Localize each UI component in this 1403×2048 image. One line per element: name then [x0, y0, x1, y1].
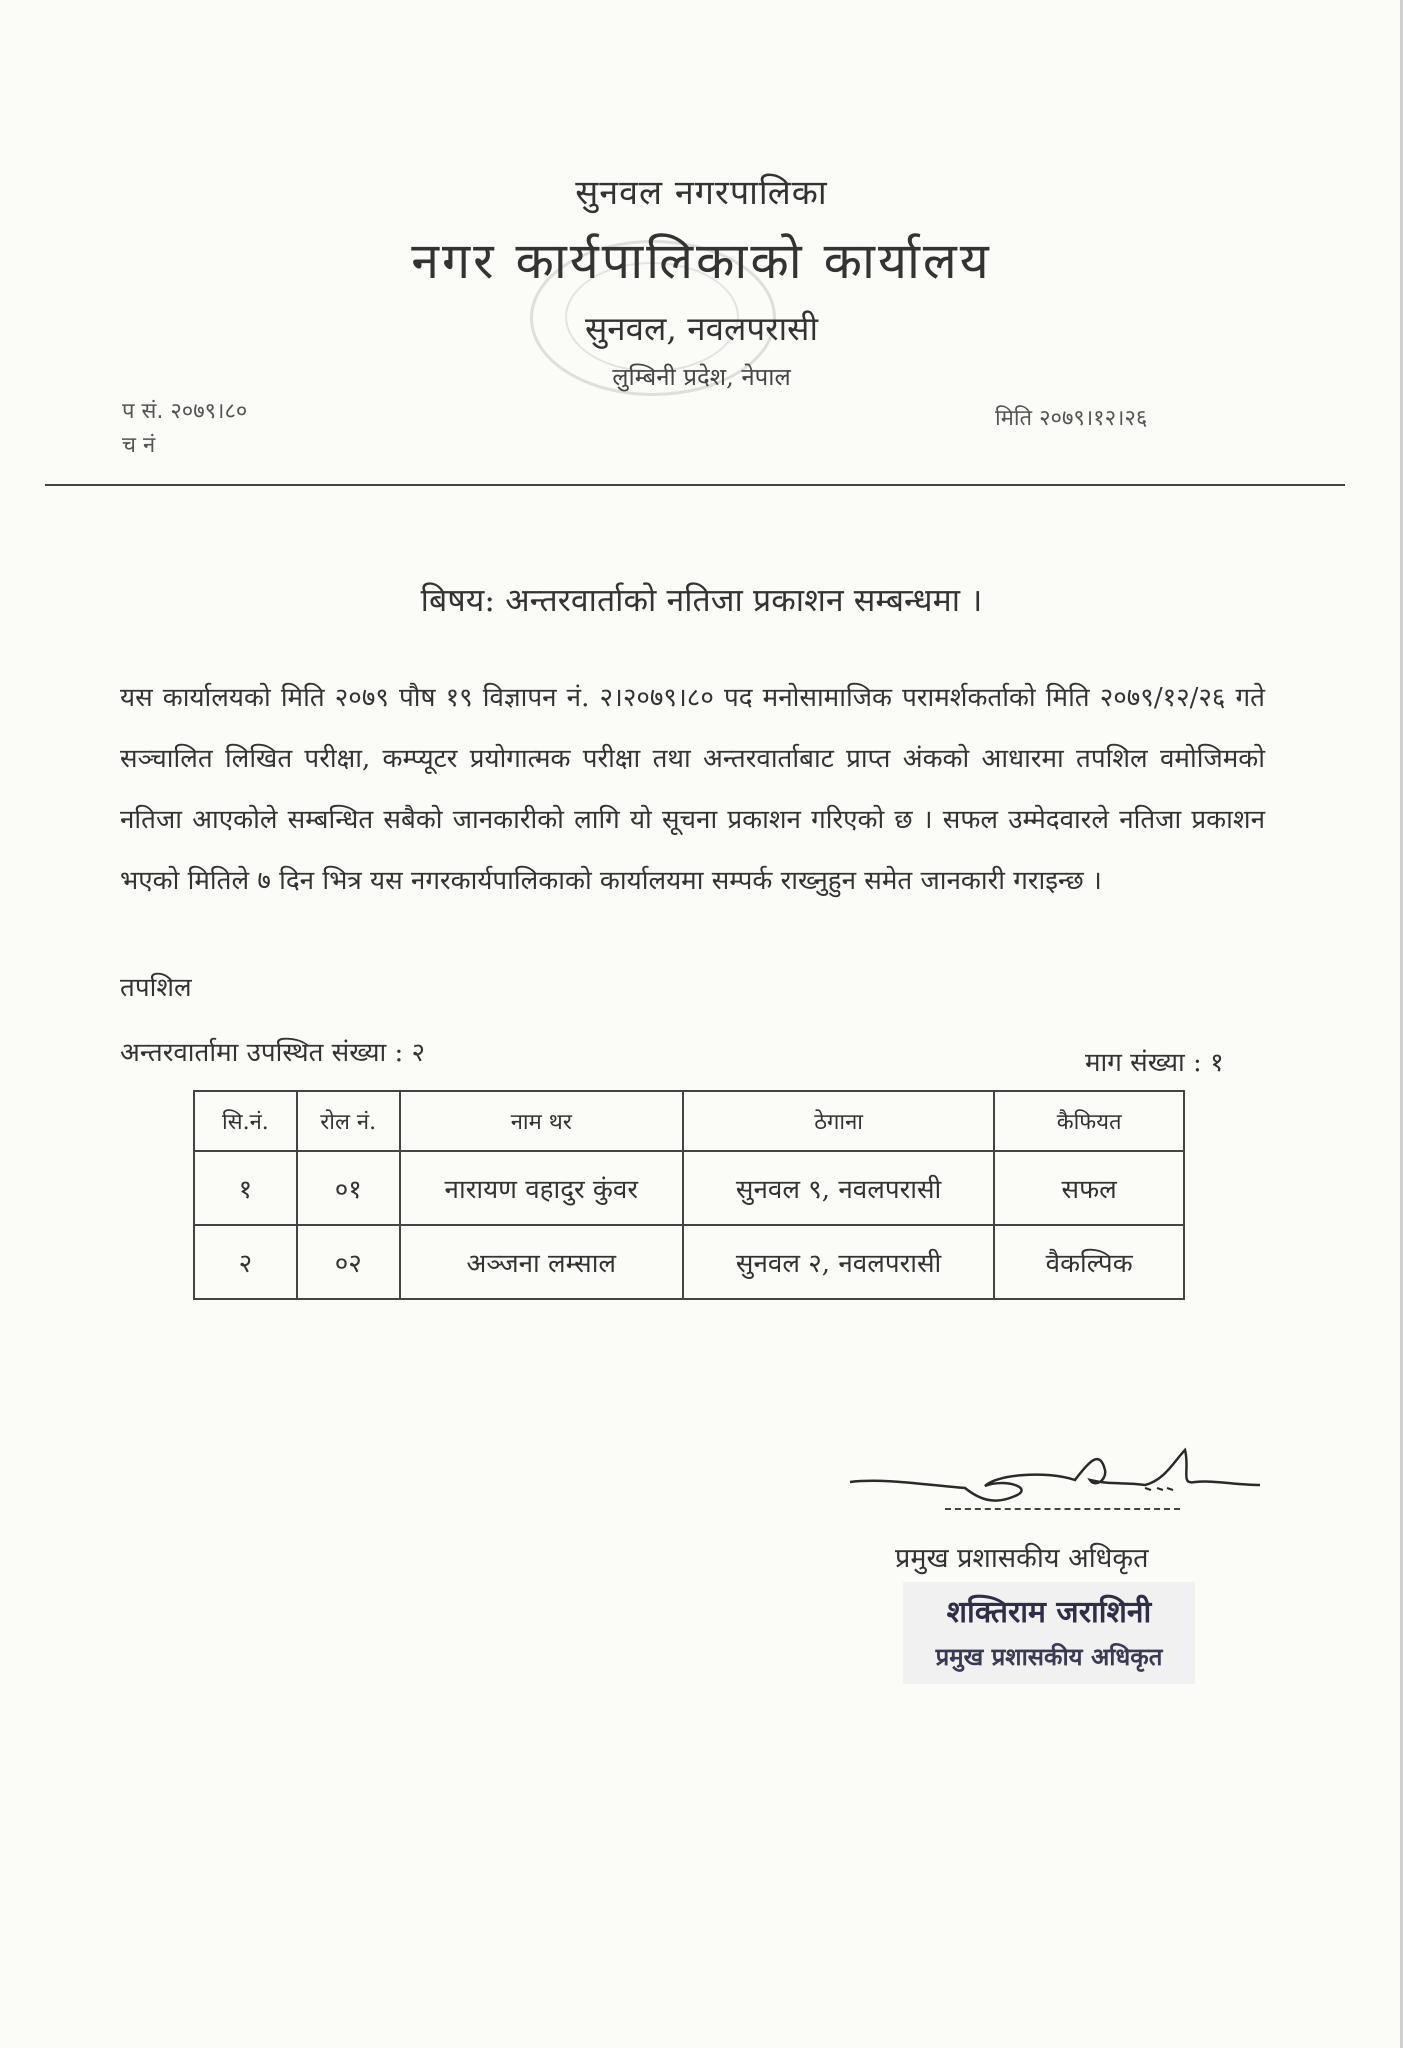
- cell-address: सुनवल ९, नवलपरासी: [683, 1151, 994, 1225]
- letterhead-office: नगर कार्यपालिकाको कार्यालय: [411, 232, 992, 290]
- results-table: [193, 1090, 1185, 1300]
- cell-roll: ०२: [297, 1225, 400, 1299]
- issue-date: मिति २०७९।१२।२६: [995, 406, 1148, 431]
- tapasil-label: तपशिल: [120, 973, 192, 1003]
- demand-count: माग संख्या : १: [1085, 1048, 1224, 1078]
- table-row: [194, 1151, 1184, 1225]
- signature-line: [945, 1508, 1180, 1510]
- table-header-row: [194, 1091, 1184, 1151]
- header-address: ठेगाना: [683, 1091, 994, 1151]
- header-roll: रोल नं.: [297, 1091, 400, 1151]
- letterhead-municipality: सुनवल नगरपालिका: [575, 173, 828, 213]
- stamp-name: शक्तिराम जराशिनी: [946, 1595, 1152, 1630]
- chalani-number: च नं: [122, 433, 156, 458]
- name-stamp: [903, 1582, 1195, 1684]
- subject-line: बिषय: अन्तरवार्ताको नतिजा प्रकाशन सम्बन्धमा ।: [420, 581, 983, 619]
- cell-serial: १: [194, 1151, 297, 1225]
- header-serial: सि.नं.: [194, 1091, 297, 1151]
- cell-name: अञ्जना लम्साल: [400, 1225, 683, 1299]
- letterhead-location: सुनवल, नवलपरासी: [584, 309, 818, 348]
- header-divider: [45, 484, 1345, 486]
- reference-block: [122, 395, 247, 463]
- table-row: [194, 1225, 1184, 1299]
- cell-roll: ०१: [297, 1151, 400, 1225]
- header-name: नाम थर: [400, 1091, 683, 1151]
- cell-remarks: सफल: [994, 1151, 1184, 1225]
- cell-remarks: वैकल्पिक: [994, 1225, 1184, 1299]
- cell-address: सुनवल २, नवलपरासी: [683, 1225, 994, 1299]
- cell-name: नारायण वहादुर कुंवर: [400, 1151, 683, 1225]
- letterhead-province: लुम्बिनी प्रदेश, नेपाल: [612, 363, 791, 391]
- notice-body: यस कार्यालयको मिति २०७९ पौष १९ विज्ञापन नं. २।२०७९।८० पद मनोसामाजिक परामर्शकर्ताको मिति २०७९/१२/२६ गते सञ्चालित लिखित परीक्षा, कम्प्यूटर प्रयोगात्मक परीक्षा तथा अन्तरवार्ताबाट प्राप्त अंकको आधारमा तपशिल वमोजिमको नतिजा आएकोले सम्बन्धित सबैको जानकारीको लागि यो सूचना प्रकाशन गरिएको छ । सफल उम्मेदवारले नतिजा प्रकाशन भएको मितिले ७ दिन भित्र यस नगरकार्यपालिकाको कार्यालयमा सम्पर्क राख्नुहुन समेत जानकारी गराइन्छ ।: [120, 683, 1265, 896]
- handwritten-signature: [845, 1430, 1265, 1520]
- stamp-title: प्रमुख प्रशासकीय अधिकृत: [935, 1643, 1163, 1671]
- cell-serial: २: [194, 1225, 297, 1299]
- signatory-designation: प्रमुख प्रशासकीय अधिकृत: [895, 1543, 1149, 1574]
- present-count: अन्तरवार्तामा उपस्थित संख्या : २: [120, 1038, 426, 1068]
- patra-sankhya: प सं. २०७९।८०: [122, 399, 248, 424]
- header-remarks: कैफियत: [994, 1091, 1184, 1151]
